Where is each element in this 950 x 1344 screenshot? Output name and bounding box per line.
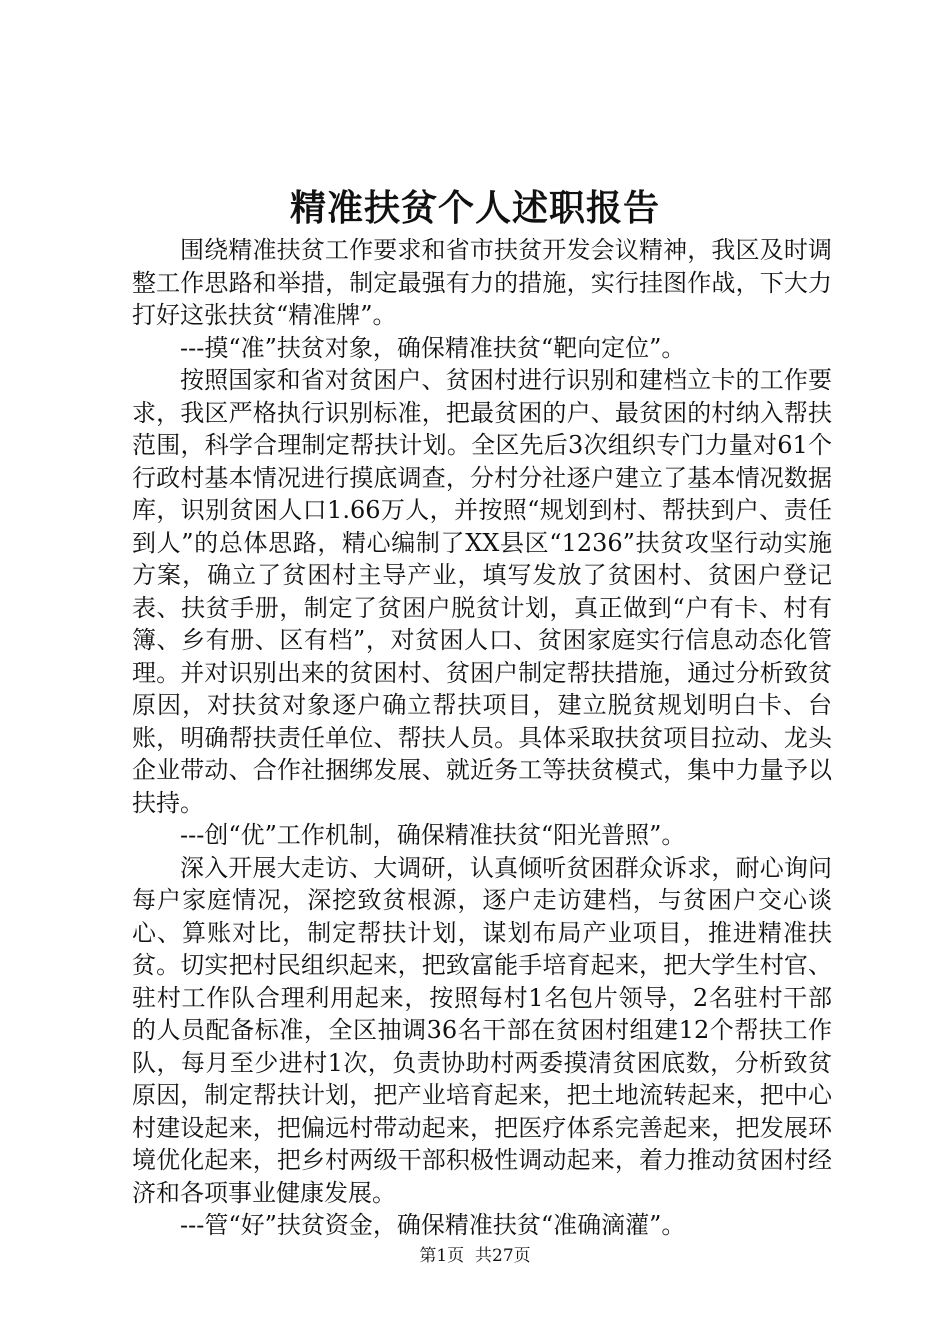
section-heading-funds: ---管“好”扶贫资金，确保精准扶贫“准确滴灌”。 — [180, 1211, 686, 1239]
section-heading-mechanism: ---创“优”工作机制，确保精准扶贫“阳光普照”。 — [180, 821, 686, 849]
page-total: 共27页 — [475, 1246, 531, 1266]
page-footer — [0, 1244, 950, 1268]
paragraph-mechanism: 深入开展大走访、大调研，认真倾听贫困群众诉求，耐心询问每户家庭情况，深挖致贫根源，逐户走访建档，与贫困户交心谈心、算账对比，制定帮扶计划，谋划布局产业项目，推进精准扶贫。切实把村民组织起来，把致富能手培育起来，把大学生村官、驻村工作队合理利用起来，按照每村1名包片领导，2名驻村干部的人员配备标准，全区抽调36名干部在贫困村组建12个帮扶工作队，每月至少进村1次，负责协助村两委摸清贫困底数，分析致贫原因，制定帮扶计划，把产业培育起来，把土地流转起来，把中心村建设起来，把偏远村带动起来，把医疗体系完善起来，把发展环境优化起来，把乡村两级干部积极性调动起来，着力推动贫困村经济和各项事业健康发展。 — [132, 853, 832, 1207]
section-heading-targets: ---摸“准”扶贫对象，确保精准扶贫“靶向定位”。 — [180, 333, 686, 362]
document-title: 精准扶贫个人述职报告 — [289, 187, 660, 229]
paragraph-intro: 围绕精准扶贫工作要求和省市扶贫开发会议精神，我区及时调整工作思路和举措，制定最强有力的措施，实行挂图作战，下大力打好这张扶贫“精准牌”。 — [132, 236, 832, 329]
document-body — [132, 234, 832, 1242]
page-number: 第1页 — [419, 1246, 465, 1266]
paragraph-targets: 按照国家和省对贫困户、贫困村进行识别和建档立卡的工作要求，我区严格执行识别标准，把最贫困的户、最贫困的村纳入帮扶范围，科学合理制定帮扶计划。全区先后3次组织专门力量对61个行政村基本情况进行摸底调查，分村分社逐户建立了基本情况数据库，识别贫困人口1.66万人，并按照“规划到村、帮扶到户、责任到人”的总体思路，精心编制了XX县区“1236”扶贫攻坚行动实施方案，确立了贫困村主导产业，填写发放了贫困村、贫困户登记表、扶贫手册，制定了贫困户脱贫计划，真正做到“户有卡、村有簿、乡有册、区有档”，对贫困人口、贫困家庭实行信息动态化管理。并对识别出来的贫困村、贫困户制定帮扶措施，通过分析致贫原因，对扶贫对象逐户确立帮扶项目，建立脱贫规划明白卡、台账，明确帮扶责任单位、帮扶人员。具体采取扶贫项目拉动、龙头企业带动、合作社捆绑发展、就近务工等扶贫模式，集中力量予以扶持。 — [132, 366, 832, 817]
